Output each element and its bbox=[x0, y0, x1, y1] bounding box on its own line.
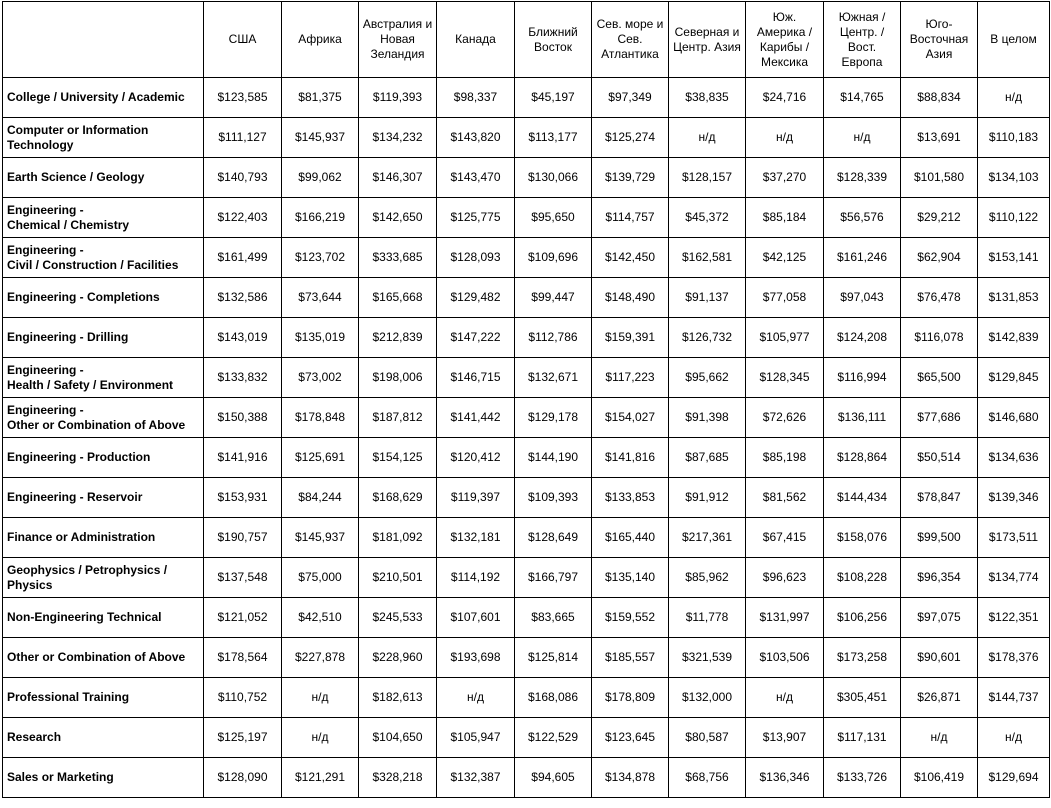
salary-cell: $142,650 bbox=[359, 198, 437, 238]
salary-cell: $128,339 bbox=[824, 158, 901, 198]
table-row bbox=[3, 478, 1050, 518]
column-header: Сев. море и Сев. Атлантика bbox=[592, 2, 669, 78]
salary-cell: $139,729 bbox=[592, 158, 669, 198]
salary-cell: $128,090 bbox=[204, 758, 282, 798]
salary-cell: $245,533 bbox=[359, 598, 437, 638]
salary-cell: $104,650 bbox=[359, 718, 437, 758]
salary-cell: $128,093 bbox=[437, 238, 515, 278]
salary-cell: $198,006 bbox=[359, 358, 437, 398]
row-label: Non-Engineering Technical bbox=[3, 598, 204, 638]
salary-cell: $110,183 bbox=[978, 118, 1050, 158]
table-row bbox=[3, 758, 1050, 798]
salary-cell: н/д bbox=[978, 78, 1050, 118]
salary-cell: $109,696 bbox=[515, 238, 592, 278]
salary-cell: $139,346 bbox=[978, 478, 1050, 518]
salary-cell: $98,337 bbox=[437, 78, 515, 118]
salary-cell: $105,947 bbox=[437, 718, 515, 758]
salary-cell: $125,691 bbox=[282, 438, 359, 478]
salary-cell: $130,066 bbox=[515, 158, 592, 198]
table-row bbox=[3, 78, 1050, 118]
salary-cell: $123,585 bbox=[204, 78, 282, 118]
column-header: Африка bbox=[282, 2, 359, 78]
salary-cell: $45,372 bbox=[669, 198, 746, 238]
salary-cell: $132,181 bbox=[437, 518, 515, 558]
salary-cell: $99,500 bbox=[901, 518, 978, 558]
salary-cell: $150,388 bbox=[204, 398, 282, 438]
salary-cell: $145,937 bbox=[282, 518, 359, 558]
salary-cell: $161,246 bbox=[824, 238, 901, 278]
salary-cell: $122,403 bbox=[204, 198, 282, 238]
salary-cell: $142,450 bbox=[592, 238, 669, 278]
salary-cell: $123,702 bbox=[282, 238, 359, 278]
salary-cell: $116,994 bbox=[824, 358, 901, 398]
salary-cell: $50,514 bbox=[901, 438, 978, 478]
salary-cell: $133,726 bbox=[824, 758, 901, 798]
salary-cell: $134,103 bbox=[978, 158, 1050, 198]
table-row bbox=[3, 718, 1050, 758]
salary-cell: $91,912 bbox=[669, 478, 746, 518]
salary-cell: $193,698 bbox=[437, 638, 515, 678]
salary-cell: $81,562 bbox=[746, 478, 824, 518]
salary-cell: $85,184 bbox=[746, 198, 824, 238]
salary-cell: н/д bbox=[746, 678, 824, 718]
salary-cell: $114,757 bbox=[592, 198, 669, 238]
salary-cell: $117,131 bbox=[824, 718, 901, 758]
salary-cell: $95,662 bbox=[669, 358, 746, 398]
salary-cell: $132,000 bbox=[669, 678, 746, 718]
salary-cell: $73,002 bbox=[282, 358, 359, 398]
salary-cell: $129,845 bbox=[978, 358, 1050, 398]
salary-cell: $106,256 bbox=[824, 598, 901, 638]
salary-cell: $81,375 bbox=[282, 78, 359, 118]
salary-cell: $153,931 bbox=[204, 478, 282, 518]
salary-cell: $124,208 bbox=[824, 318, 901, 358]
salary-cell: $24,716 bbox=[746, 78, 824, 118]
table-row bbox=[3, 118, 1050, 158]
salary-cell: $62,904 bbox=[901, 238, 978, 278]
salary-cell: $14,765 bbox=[824, 78, 901, 118]
salary-cell: $85,962 bbox=[669, 558, 746, 598]
salary-cell: $129,482 bbox=[437, 278, 515, 318]
salary-cell: $128,649 bbox=[515, 518, 592, 558]
salary-cell: $128,864 bbox=[824, 438, 901, 478]
salary-cell: $159,391 bbox=[592, 318, 669, 358]
salary-cell: $178,564 bbox=[204, 638, 282, 678]
salary-cell: $110,752 bbox=[204, 678, 282, 718]
salary-cell: $159,552 bbox=[592, 598, 669, 638]
salary-cell: $173,258 bbox=[824, 638, 901, 678]
salary-cell: $112,786 bbox=[515, 318, 592, 358]
salary-cell: н/д bbox=[437, 678, 515, 718]
salary-cell: н/д bbox=[824, 118, 901, 158]
salary-cell: $75,000 bbox=[282, 558, 359, 598]
salary-cell: $77,058 bbox=[746, 278, 824, 318]
salary-cell: $121,052 bbox=[204, 598, 282, 638]
salary-cell: $78,847 bbox=[901, 478, 978, 518]
salary-cell: $80,587 bbox=[669, 718, 746, 758]
row-label: Engineering - Drilling bbox=[3, 318, 204, 358]
salary-cell: $99,062 bbox=[282, 158, 359, 198]
salary-cell: $227,878 bbox=[282, 638, 359, 678]
salary-cell: $132,671 bbox=[515, 358, 592, 398]
salary-cell: $129,694 bbox=[978, 758, 1050, 798]
salary-cell: $45,197 bbox=[515, 78, 592, 118]
salary-cell: $116,078 bbox=[901, 318, 978, 358]
salary-cell: $133,853 bbox=[592, 478, 669, 518]
salary-cell: $131,997 bbox=[746, 598, 824, 638]
salary-cell: $158,076 bbox=[824, 518, 901, 558]
salary-cell: $321,539 bbox=[669, 638, 746, 678]
salary-cell: $121,291 bbox=[282, 758, 359, 798]
table-row bbox=[3, 558, 1050, 598]
salary-cell: $161,499 bbox=[204, 238, 282, 278]
salary-cell: $114,192 bbox=[437, 558, 515, 598]
salary-cell: $131,853 bbox=[978, 278, 1050, 318]
column-header: США bbox=[204, 2, 282, 78]
row-label: Engineering - Chemical / Chemistry bbox=[3, 198, 204, 238]
salary-cell: н/д bbox=[978, 718, 1050, 758]
salary-cell: $97,349 bbox=[592, 78, 669, 118]
salary-cell: $185,557 bbox=[592, 638, 669, 678]
salary-cell: $122,351 bbox=[978, 598, 1050, 638]
salary-cell: $42,125 bbox=[746, 238, 824, 278]
salary-cell: $37,270 bbox=[746, 158, 824, 198]
table-row bbox=[3, 398, 1050, 438]
corner-header-cell bbox=[3, 2, 204, 78]
salary-cell: $328,218 bbox=[359, 758, 437, 798]
salary-cell: $120,412 bbox=[437, 438, 515, 478]
table-body bbox=[3, 78, 1050, 798]
row-label: Other or Combination of Above bbox=[3, 638, 204, 678]
salary-cell: $96,354 bbox=[901, 558, 978, 598]
salary-cell: $95,650 bbox=[515, 198, 592, 238]
table-row bbox=[3, 358, 1050, 398]
salary-cell: $147,222 bbox=[437, 318, 515, 358]
row-label: Engineering - Health / Safety / Environment bbox=[3, 358, 204, 398]
column-header: Северная и Центр. Азия bbox=[669, 2, 746, 78]
row-label: Engineering - Production bbox=[3, 438, 204, 478]
salary-cell: $119,397 bbox=[437, 478, 515, 518]
row-label: Engineering - Reservoir bbox=[3, 478, 204, 518]
salary-cell: $117,223 bbox=[592, 358, 669, 398]
salary-cell: $106,419 bbox=[901, 758, 978, 798]
salary-cell: $134,774 bbox=[978, 558, 1050, 598]
salary-cell: $94,605 bbox=[515, 758, 592, 798]
salary-cell: $13,907 bbox=[746, 718, 824, 758]
table-row bbox=[3, 198, 1050, 238]
salary-cell: $56,576 bbox=[824, 198, 901, 238]
salary-cell: $91,398 bbox=[669, 398, 746, 438]
salary-cell: н/д bbox=[282, 678, 359, 718]
salary-cell: $154,125 bbox=[359, 438, 437, 478]
salary-cell: $141,916 bbox=[204, 438, 282, 478]
salary-cell: $148,490 bbox=[592, 278, 669, 318]
salary-cell: $109,393 bbox=[515, 478, 592, 518]
salary-cell: $76,478 bbox=[901, 278, 978, 318]
salary-cell: $141,816 bbox=[592, 438, 669, 478]
salary-cell: $146,680 bbox=[978, 398, 1050, 438]
salary-cell: $108,228 bbox=[824, 558, 901, 598]
salary-cell: $107,601 bbox=[437, 598, 515, 638]
salary-cell: н/д bbox=[901, 718, 978, 758]
row-label: Sales or Marketing bbox=[3, 758, 204, 798]
salary-cell: $134,232 bbox=[359, 118, 437, 158]
salary-cell: $168,086 bbox=[515, 678, 592, 718]
salary-cell: $142,839 bbox=[978, 318, 1050, 358]
salary-cell: $72,626 bbox=[746, 398, 824, 438]
row-label: Computer or Information Technology bbox=[3, 118, 204, 158]
salary-cell: $128,345 bbox=[746, 358, 824, 398]
salary-cell: $99,447 bbox=[515, 278, 592, 318]
salary-cell: $173,511 bbox=[978, 518, 1050, 558]
salary-cell: $65,500 bbox=[901, 358, 978, 398]
table-row bbox=[3, 438, 1050, 478]
row-label: Engineering - Civil / Construction / Facilities bbox=[3, 238, 204, 278]
salary-cell: $137,548 bbox=[204, 558, 282, 598]
column-header: Южная / Центр. / Вост. Европа bbox=[824, 2, 901, 78]
column-header: Юж. Америка / Карибы / Мексика bbox=[746, 2, 824, 78]
table-row bbox=[3, 238, 1050, 278]
salary-cell: $125,274 bbox=[592, 118, 669, 158]
salary-cell: $132,586 bbox=[204, 278, 282, 318]
salary-cell: $154,027 bbox=[592, 398, 669, 438]
salary-cell: $67,415 bbox=[746, 518, 824, 558]
table-row bbox=[3, 598, 1050, 638]
table-row bbox=[3, 678, 1050, 718]
salary-cell: $97,043 bbox=[824, 278, 901, 318]
salary-cell: $181,092 bbox=[359, 518, 437, 558]
row-label: Research bbox=[3, 718, 204, 758]
salary-cell: $144,737 bbox=[978, 678, 1050, 718]
salary-cell: $42,510 bbox=[282, 598, 359, 638]
salary-cell: $101,580 bbox=[901, 158, 978, 198]
table-row bbox=[3, 278, 1050, 318]
salary-cell: $87,685 bbox=[669, 438, 746, 478]
salary-cell: $126,732 bbox=[669, 318, 746, 358]
salary-cell: $168,629 bbox=[359, 478, 437, 518]
salary-cell: $134,636 bbox=[978, 438, 1050, 478]
salary-cell: $143,019 bbox=[204, 318, 282, 358]
salary-cell: $91,137 bbox=[669, 278, 746, 318]
salary-cell: $305,451 bbox=[824, 678, 901, 718]
salary-cell: $182,613 bbox=[359, 678, 437, 718]
salary-cell: $153,141 bbox=[978, 238, 1050, 278]
salary-cell: $136,346 bbox=[746, 758, 824, 798]
salary-cell: $26,871 bbox=[901, 678, 978, 718]
salary-cell: $125,814 bbox=[515, 638, 592, 678]
salary-cell: $96,623 bbox=[746, 558, 824, 598]
table-row bbox=[3, 518, 1050, 558]
column-header: Австралия и Новая Зеландия bbox=[359, 2, 437, 78]
salary-cell: $143,820 bbox=[437, 118, 515, 158]
salary-cell: $83,665 bbox=[515, 598, 592, 638]
salary-cell: $134,878 bbox=[592, 758, 669, 798]
salary-cell: $146,715 bbox=[437, 358, 515, 398]
salary-cell: $129,178 bbox=[515, 398, 592, 438]
column-header: Юго- Восточная Азия bbox=[901, 2, 978, 78]
row-label: Professional Training bbox=[3, 678, 204, 718]
row-label: Finance or Administration bbox=[3, 518, 204, 558]
table-row bbox=[3, 638, 1050, 678]
salary-table bbox=[2, 1, 1050, 798]
salary-cell: $111,127 bbox=[204, 118, 282, 158]
row-label: College / University / Academic bbox=[3, 78, 204, 118]
salary-cell: $105,977 bbox=[746, 318, 824, 358]
column-header: Канада bbox=[437, 2, 515, 78]
row-label: Geophysics / Petrophysics / Physics bbox=[3, 558, 204, 598]
salary-cell: н/д bbox=[746, 118, 824, 158]
salary-cell: $13,691 bbox=[901, 118, 978, 158]
header-row bbox=[3, 2, 1050, 78]
row-label: Earth Science / Geology bbox=[3, 158, 204, 198]
salary-cell: $123,645 bbox=[592, 718, 669, 758]
salary-cell: $73,644 bbox=[282, 278, 359, 318]
salary-cell: $333,685 bbox=[359, 238, 437, 278]
salary-cell: $144,190 bbox=[515, 438, 592, 478]
salary-cell: $141,442 bbox=[437, 398, 515, 438]
row-label: Engineering - Other or Combination of Above bbox=[3, 398, 204, 438]
salary-cell: $125,197 bbox=[204, 718, 282, 758]
salary-cell: н/д bbox=[669, 118, 746, 158]
salary-cell: $133,832 bbox=[204, 358, 282, 398]
salary-cell: $128,157 bbox=[669, 158, 746, 198]
salary-cell: $178,848 bbox=[282, 398, 359, 438]
table-row bbox=[3, 158, 1050, 198]
salary-cell: $125,775 bbox=[437, 198, 515, 238]
salary-cell: $190,757 bbox=[204, 518, 282, 558]
salary-cell: $140,793 bbox=[204, 158, 282, 198]
salary-cell: $144,434 bbox=[824, 478, 901, 518]
salary-cell: $38,835 bbox=[669, 78, 746, 118]
salary-cell: $135,019 bbox=[282, 318, 359, 358]
column-header: В целом bbox=[978, 2, 1050, 78]
row-label: Engineering - Completions bbox=[3, 278, 204, 318]
salary-cell: $97,075 bbox=[901, 598, 978, 638]
salary-cell: $85,198 bbox=[746, 438, 824, 478]
salary-cell: $178,809 bbox=[592, 678, 669, 718]
salary-cell: $113,177 bbox=[515, 118, 592, 158]
salary-cell: $162,581 bbox=[669, 238, 746, 278]
salary-cell: $132,387 bbox=[437, 758, 515, 798]
salary-cell: $11,778 bbox=[669, 598, 746, 638]
salary-cell: н/д bbox=[282, 718, 359, 758]
table-row bbox=[3, 318, 1050, 358]
salary-cell: $166,219 bbox=[282, 198, 359, 238]
salary-cell: $29,212 bbox=[901, 198, 978, 238]
salary-cell: $68,756 bbox=[669, 758, 746, 798]
salary-cell: $103,506 bbox=[746, 638, 824, 678]
salary-cell: $143,470 bbox=[437, 158, 515, 198]
salary-cell: $210,501 bbox=[359, 558, 437, 598]
salary-cell: $187,812 bbox=[359, 398, 437, 438]
salary-cell: $145,937 bbox=[282, 118, 359, 158]
salary-cell: $135,140 bbox=[592, 558, 669, 598]
salary-cell: $165,440 bbox=[592, 518, 669, 558]
salary-cell: $122,529 bbox=[515, 718, 592, 758]
salary-cell: $212,839 bbox=[359, 318, 437, 358]
salary-cell: $90,601 bbox=[901, 638, 978, 678]
salary-cell: $136,111 bbox=[824, 398, 901, 438]
salary-cell: $146,307 bbox=[359, 158, 437, 198]
salary-cell: $165,668 bbox=[359, 278, 437, 318]
salary-cell: $228,960 bbox=[359, 638, 437, 678]
salary-cell: $166,797 bbox=[515, 558, 592, 598]
column-header: Ближний Восток bbox=[515, 2, 592, 78]
salary-cell: $178,376 bbox=[978, 638, 1050, 678]
salary-cell: $217,361 bbox=[669, 518, 746, 558]
salary-cell: $88,834 bbox=[901, 78, 978, 118]
salary-cell: $84,244 bbox=[282, 478, 359, 518]
salary-cell: $119,393 bbox=[359, 78, 437, 118]
salary-cell: $77,686 bbox=[901, 398, 978, 438]
salary-cell: $110,122 bbox=[978, 198, 1050, 238]
